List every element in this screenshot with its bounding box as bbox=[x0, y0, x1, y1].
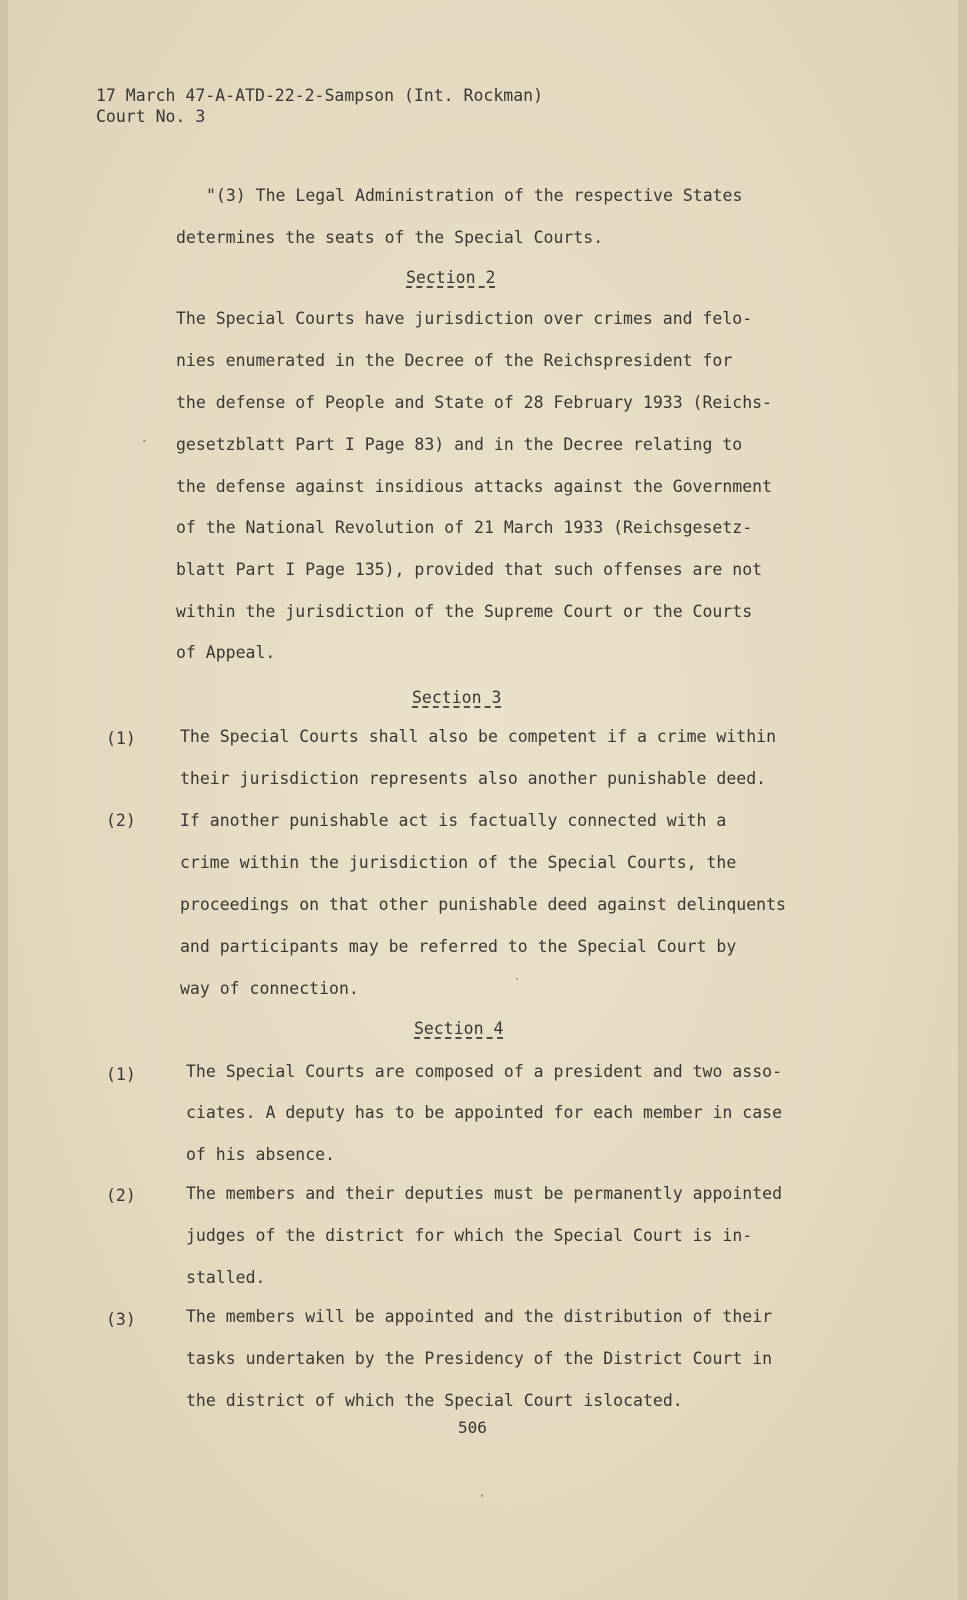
section-3-item-2-line: proceedings on that other punishable deed against delinquents bbox=[180, 895, 786, 914]
intro-line: determines the seats of the Special Courts. bbox=[176, 228, 604, 247]
section-4-item-3-line: the district of which the Special Court islocated. bbox=[186, 1391, 683, 1410]
section-3-item-2-line: crime within the jurisdiction of the Special Courts, the bbox=[180, 853, 737, 872]
item-number: (3) bbox=[106, 1310, 136, 1329]
section-2-line: of the National Revolution of 21 March 1933 (Reichsgesetz- bbox=[176, 518, 753, 537]
paper-speck bbox=[516, 978, 518, 980]
section-2-line: blatt Part I Page 135), provided that such offenses are not bbox=[176, 560, 763, 579]
page-number: 506 bbox=[458, 1418, 487, 1437]
document-reference: 17 March 47-A-ATD-22-2-Sampson (Int. Rockman) bbox=[96, 86, 544, 105]
intro-line: "(3) The Legal Administration of the respective States bbox=[206, 186, 743, 205]
item-number: (1) bbox=[106, 1065, 136, 1084]
paper-speck bbox=[481, 1494, 483, 1497]
section-3-item-2-line: If another punishable act is factually connected with a bbox=[180, 811, 727, 830]
section-4-item-2-line: The members and their deputies must be permanently appointed bbox=[186, 1184, 783, 1203]
section-2-line: within the jurisdiction of the Supreme Court or the Courts bbox=[176, 602, 753, 621]
paper-speck bbox=[143, 440, 146, 442]
section-3-item-2-line: way of connection. bbox=[180, 979, 359, 998]
section-4-item-2-line: judges of the district for which the Special Court is in- bbox=[186, 1226, 753, 1245]
section-2-line: gesetzblatt Part I Page 83) and in the Decree relating to bbox=[176, 435, 743, 454]
section-2-line: the defense of People and State of 28 February 1933 (Reichs- bbox=[176, 393, 773, 412]
section-4-item-1-line: The Special Courts are composed of a president and two asso- bbox=[186, 1062, 783, 1081]
court-number: Court No. 3 bbox=[96, 107, 206, 126]
section-2-line: of Appeal. bbox=[176, 643, 276, 662]
section-4-item-1-line: of his absence. bbox=[186, 1145, 336, 1164]
section-2-line: nies enumerated in the Decree of the Reichspresident for bbox=[176, 351, 733, 370]
section-2-heading: Section 2 bbox=[406, 268, 496, 287]
section-4-item-3-line: The members will be appointed and the distribution of their bbox=[186, 1307, 773, 1326]
section-3-item-1-line: their jurisdiction represents also another punishable deed. bbox=[180, 769, 767, 788]
section-4-item-1-line: ciates. A deputy has to be appointed for each member in case bbox=[186, 1103, 783, 1122]
item-number: (2) bbox=[106, 811, 136, 830]
section-2-line: the defense against insidious attacks against the Government bbox=[176, 477, 773, 496]
item-number: (1) bbox=[106, 729, 136, 748]
section-3-heading: Section 3 bbox=[412, 688, 502, 707]
section-4-item-2-line: stalled. bbox=[186, 1268, 266, 1287]
section-4-heading: Section 4 bbox=[414, 1019, 504, 1038]
document-page bbox=[8, 0, 958, 1600]
section-3-item-2-line: and participants may be referred to the Special Court by bbox=[180, 937, 737, 956]
section-4-item-3-line: tasks undertaken by the Presidency of the District Court in bbox=[186, 1349, 773, 1368]
item-number: (2) bbox=[106, 1186, 136, 1205]
section-3-item-1-line: The Special Courts shall also be competent if a crime within bbox=[180, 727, 777, 746]
section-2-line: The Special Courts have jurisdiction over crimes and felo- bbox=[176, 309, 753, 328]
